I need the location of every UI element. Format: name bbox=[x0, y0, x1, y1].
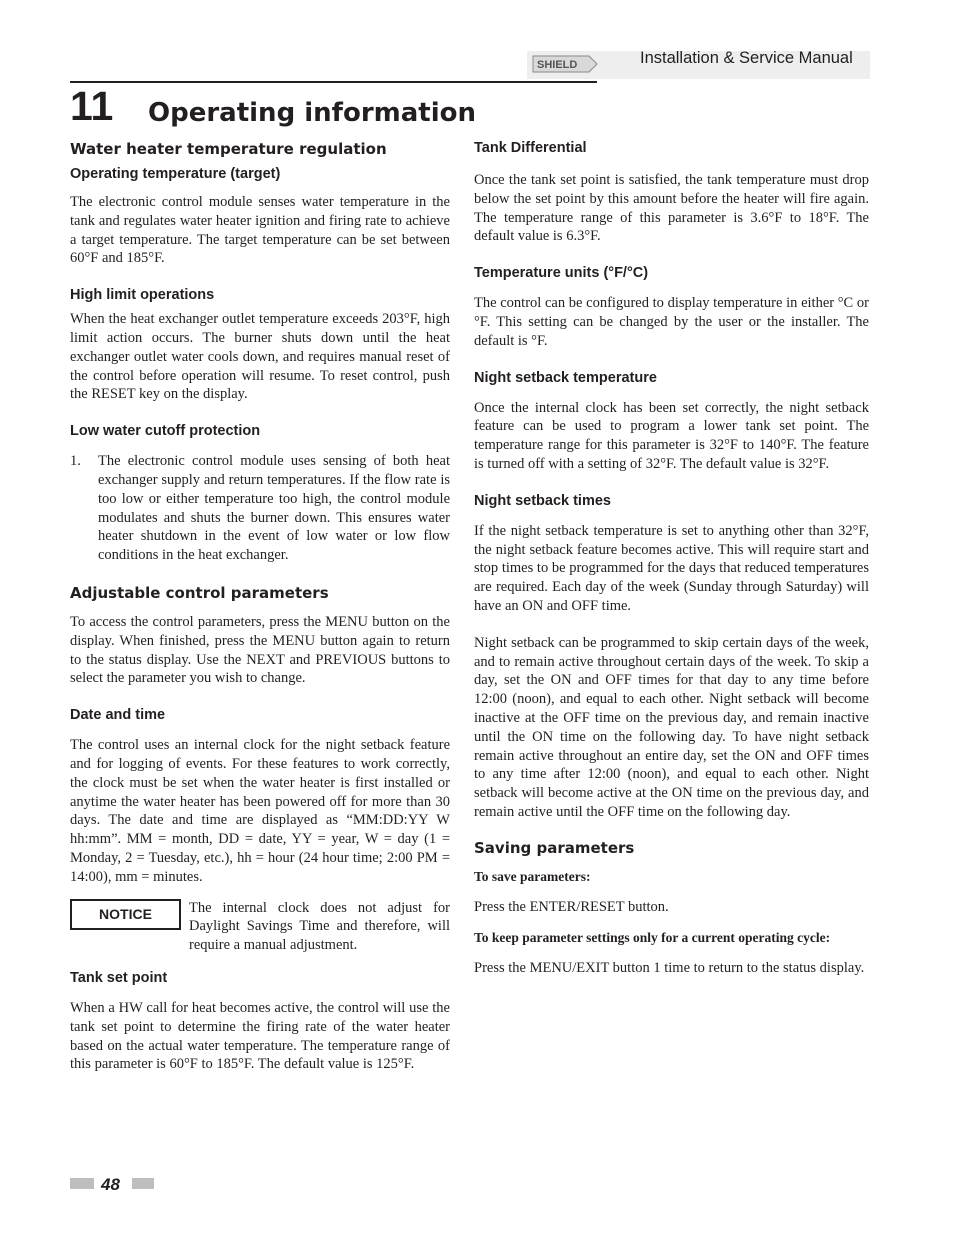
paragraph-night-setback-times-1: If the night setback temperature is set to anything other than 32°F, the night setback feature becomes active. This will require start and stop times to be programmed for the days that reduced temperatures are required. Each day of the week (Sunday through Saturday) will have an ON and OFF time. bbox=[474, 522, 869, 614]
section-heading-saving-parameters: Saving parameters bbox=[474, 838, 635, 857]
paragraph-night-setback-temp: Once the internal clock has been set correctly, the night setback feature can be used to program a lower tank set point. The temperature range for this parameter is 32°F to 140°F. The feature is turned off with a setting of 32°F. The default value is 32°F. bbox=[474, 399, 869, 472]
subheading-operating-temperature: Operating temperature (target) bbox=[70, 166, 281, 182]
paragraph-operating-temperature: The electronic control module senses water temperature in the tank and regulates water heater ignition and firing rate to achieve a target temperature. The target temperature can be set between 60°F and 185°F. bbox=[70, 194, 450, 267]
subheading-temperature-units: Temperature units (°F/°C) bbox=[474, 265, 649, 282]
paragraph-night-setback-times-2: Night setback can be programmed to skip certain days of the week, and to remain active throughout certain days of the week. To skip a day, set the ON and OFF times for that day to any time before 12:00 (noon), and equal to each other. Night setback will become inactive at the OFF time on the previous day, and remain inactive until the ON time on the following day. To have night setback remain active throughout an entire day, set the ON and OFF times to any time after 12:00 (noon), and equal to each other. Night setback will become active at the ON time on the previous day, and remain active until the OFF time on the following day. bbox=[474, 634, 869, 820]
footer-bar-right bbox=[132, 1178, 154, 1189]
list-item bbox=[70, 452, 450, 565]
label-to-save: To save parameters: bbox=[474, 868, 591, 884]
subheading-high-limit: High limit operations bbox=[70, 287, 215, 304]
footer-bar-left bbox=[70, 1178, 94, 1189]
paragraph-date-time: The control uses an internal clock for the night setback feature and for logging of events. For these features to work correctly, the clock must be set when the water heater is first installed or anytime the water heater has been powered off for more than 30 days. The date and time are displayed as “MM:DD:YY W hh:mm”. MM = month, DD = date, YY = year, W = day (1 = Monday, 2 = Tuesday, etc.), hh = hour (24 hour time; 2:00 PM = 14:00), mm = minutes. bbox=[70, 737, 450, 885]
subheading-date-time: Date and time bbox=[70, 707, 166, 724]
notice bbox=[70, 899, 450, 955]
subheading-night-setback-times: Night setback times bbox=[474, 492, 611, 509]
right-column bbox=[474, 139, 869, 977]
list-number: 1. bbox=[70, 453, 81, 470]
subheading-tank-set-point: Tank set point bbox=[70, 969, 168, 986]
left-column bbox=[70, 139, 450, 1074]
paragraph-adjustable-parameters: To access the control parameters, press the MENU button on the display. When finished, press the MENU button again to return to the status display. Use the NEXT and PREVIOUS buttons to select the parameter you wish to change. bbox=[70, 613, 450, 687]
manual-title: Installation & Service Manual bbox=[640, 49, 853, 67]
label-to-keep: To keep parameter settings only for a current operating cycle: bbox=[474, 929, 831, 945]
paragraph-temperature-units: The control can be configured to display temperature in either °C or °F. This setting can be changed by the user or the installer. The default is °F. bbox=[474, 295, 869, 349]
chapter-number: 11 bbox=[70, 83, 114, 129]
paragraph-high-limit: When the heat exchanger outlet temperature exceeds 203°F, high limit action occurs. The burner shuts down until the heat exchanger outlet water cools down, and requires manual reset of the control before operation will resume. To reset control, push the RESET key on the display. bbox=[70, 311, 450, 403]
subheading-night-setback-temp: Night setback temperature bbox=[474, 369, 657, 386]
section-heading-adjustable-parameters: Adjustable control parameters bbox=[70, 583, 329, 602]
paragraph-to-keep: Press the MENU/EXIT button 1 time to return to the status display. bbox=[474, 959, 865, 976]
notice-text: The internal clock does not adjust for Daylight Savings Time and therefore, will require a manual adjustment. bbox=[189, 899, 450, 954]
paragraph-low-water-cutoff: The electronic control module uses sensing of both heat exchanger supply and return temperatures. If the flow rate is too low or either temperature too high, the control module modulates and shuts the burner down. This ensures water heater shutdown in the event of low water or low flow conditions in the heat exchanger. bbox=[98, 453, 450, 564]
svg-text:SHIELD: SHIELD bbox=[537, 59, 578, 71]
notice-label: NOTICE bbox=[70, 899, 181, 930]
shield-logo bbox=[531, 53, 601, 75]
header-rule bbox=[70, 81, 597, 83]
chapter-title: Operating information bbox=[148, 98, 476, 128]
paragraph-to-save: Press the ENTER/RESET button. bbox=[474, 898, 669, 915]
page-number: 48 bbox=[101, 1175, 120, 1194]
subheading-tank-differential: Tank Differential bbox=[474, 140, 587, 156]
paragraph-tank-set-point: When a HW call for heat becomes active, the control will use the tank set point to determine the firing rate of the water heater based on the actual water temperature. The temperature range of this parameter is 60°F to 185°F. The default value is 125°F. bbox=[70, 999, 450, 1073]
section-heading-water-heater-temp: Water heater temperature regulation bbox=[70, 140, 387, 158]
subheading-low-water-cutoff: Low water cutoff protection bbox=[70, 423, 261, 440]
paragraph-tank-differential: Once the tank set point is satisfied, the tank temperature must drop below the set point by this amount before the heater will fire again. The temperature range of this parameter is 3.6°F to 18°F. The default value is 6.3°F. bbox=[474, 172, 869, 245]
